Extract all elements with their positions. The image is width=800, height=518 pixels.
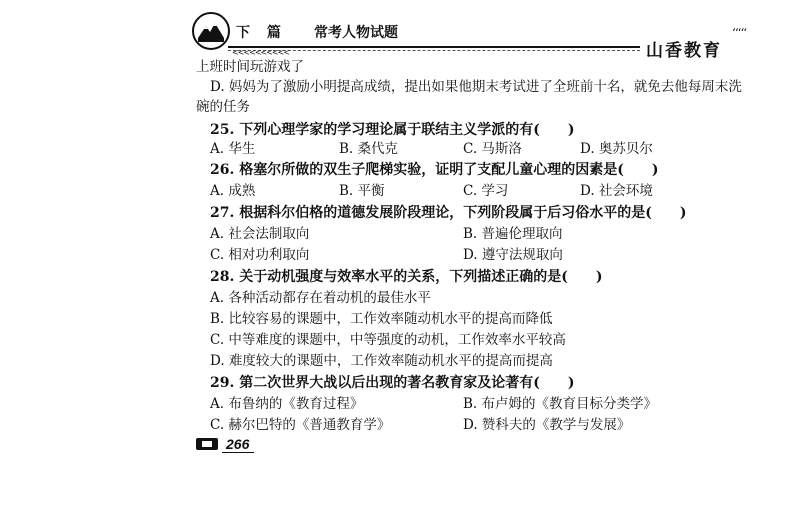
text-line-3: 碗的任务: [196, 99, 250, 115]
question-28-option-d: D. 难度较大的课题中，工作效率随动机水平的提高而提高: [210, 353, 553, 369]
question-28-option-a: A. 各种活动都存在着动机的最佳水平: [210, 290, 431, 306]
question-26-stem: 26. 格塞尔所做的双生子爬梯实验，证明了支配儿童心理的因素是( ): [210, 162, 659, 178]
question-26-option-d: D. 社会环境: [580, 183, 653, 199]
question-25-option-a: A. 华生: [210, 141, 256, 157]
question-28-option-c: C. 中等难度的课题中，中等强度的动机，工作效率水平较高: [210, 332, 566, 348]
question-29-option-c: C. 赫尔巴特的《普通教育学》: [210, 417, 391, 433]
header-rule-dashed: [228, 50, 640, 51]
header-title: 常考人物试题: [314, 25, 398, 41]
question-27-option-b: B. 普遍伦理取向: [463, 226, 563, 242]
footer-rule: [222, 452, 254, 453]
question-29-stem: 29. 第二次世界大战以后出现的著名教育家及论著有( ): [210, 375, 575, 391]
question-25-option-b: B. 桑代克: [339, 141, 399, 157]
header-section: 下 篇: [236, 25, 287, 41]
question-27-option-d: D. 遵守法规取向: [463, 247, 563, 263]
page-marker-icon: [196, 438, 218, 450]
question-28-option-b: B. 比较容易的课题中，工作效率随动机水平的提高而降低: [210, 311, 553, 327]
question-27-option-a: A. 社会法制取向: [210, 226, 310, 242]
question-26-option-a: A. 成熟: [210, 183, 256, 199]
header-brand: 山香教育: [646, 41, 722, 61]
page-number: 266: [226, 436, 250, 452]
question-27-option-c: C. 相对功利取向: [210, 247, 310, 263]
mountain-logo-icon: [192, 12, 230, 50]
text-line-2: D. 妈妈为了激励小明提高成绩，提出如果他期末考试进了全班前十名，就免去他每周末洗: [210, 79, 742, 95]
header-rule: [228, 46, 640, 48]
question-26-option-c: C. 学习: [463, 183, 509, 199]
question-25-option-c: C. 马斯洛: [463, 141, 522, 157]
text-line-1: 上班时间玩游戏了: [196, 59, 304, 75]
question-28-stem: 28. 关于动机强度与效率水平的关系，下列描述正确的是( ): [210, 269, 603, 285]
question-29-option-d: D. 赞科夫的《教学与发展》: [463, 417, 631, 433]
question-25-option-d: D. 奥苏贝尔: [580, 141, 653, 157]
question-29-option-b: B. 布卢姆的《教育目标分类学》: [463, 396, 658, 412]
question-27-stem: 27. 根据科尔伯格的道德发展阶段理论，下列阶段属于后习俗水平的是( ): [210, 205, 687, 221]
header-arrows-icon: <<<<<<<<<<: [232, 48, 290, 57]
question-29-option-a: A. 布鲁纳的《教育过程》: [210, 396, 364, 412]
page-header: [192, 12, 770, 61]
question-26-option-b: B. 平衡: [339, 183, 385, 199]
question-25-stem: 25. 下列心理学家的学习理论属于联结主义学派的有( ): [210, 122, 575, 138]
header-deco-icon: ‘‘‘‘‘: [732, 26, 747, 40]
